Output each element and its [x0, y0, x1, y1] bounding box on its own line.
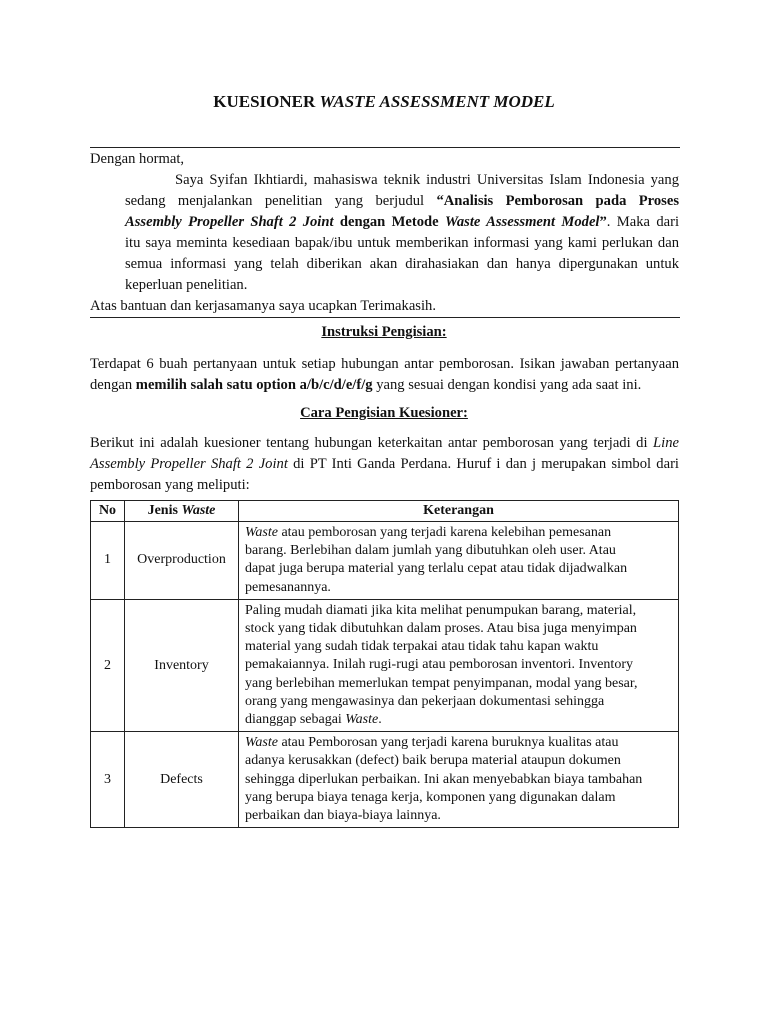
table-header-row — [91, 501, 679, 522]
keterangan-line: adanya kerusakkan (defect) baik berupa material ataupun dokumen — [245, 753, 621, 769]
table-body — [91, 522, 679, 828]
cell-no: 3 — [91, 732, 125, 828]
keterangan-line: Waste atau Pemborosan yang terjadi karena buruknya kualitas atau — [245, 735, 619, 751]
instruksi-line-1: Terdapat 6 buah pertanyaan untuk setiap hubungan antar pemborosan. Isikan jawaban pertanyaan — [90, 356, 679, 372]
title-prefix: KUESIONER — [213, 92, 320, 111]
cell-keterangan — [239, 732, 679, 828]
page-title — [0, 92, 768, 112]
bottom-divider — [90, 317, 680, 318]
top-divider — [90, 147, 680, 148]
intro-line-4: itu saya meminta kesediaan bapak/ibu untuk memberikan informasi yang kami perlukan dan — [125, 235, 679, 251]
cara-heading: Cara Pengisian Kuesioner: — [300, 405, 468, 421]
keterangan-line: barang. Berlebihan dalam jumlah yang dibutuhkan oleh user. Atau — [245, 543, 616, 559]
header-keterangan: Keterangan — [239, 501, 679, 522]
keterangan-line: Paling mudah diamati jika kita melihat penumpukan barang, material, — [245, 602, 637, 618]
keterangan-line: pemesanannya. — [245, 579, 331, 595]
table-row — [91, 522, 679, 600]
cara-line-1: Berikut ini adalah kuesioner tentang hubungan keterkaitan antar pemborosan yang terjadi di Line — [90, 435, 679, 451]
intro-line-5: semua informasi yang telah diberikan akan dirahasiakan dan hanya dipergunakan untuk — [125, 256, 679, 272]
keterangan-line: orang yang mengawasinya dan pekerjaan dokumentasi sehingga — [245, 693, 605, 709]
cara-line-2: Assembly Propeller Shaft 2 Joint di PT Inti Ganda Perdana. Huruf i dan j merupakan simbol dari — [90, 456, 679, 472]
cell-no: 1 — [91, 522, 125, 600]
keterangan-line: sehingga diperlukan perbaikan. Ini akan menyebabkan biaya tambahan — [245, 771, 643, 787]
cell-jenis: Overproduction — [125, 522, 239, 600]
intro-line-3: Assembly Propeller Shaft 2 Joint dengan Metode Waste Assessment Model”. Maka dari — [125, 214, 680, 230]
closing-line: Atas bantuan dan kerjasamanya saya ucapkan Terimakasih. — [90, 298, 436, 314]
cell-jenis: Inventory — [125, 599, 239, 731]
keterangan-line: pemakaiannya. Inilah rugi-rugi atau pemborosan inventori. Inventory — [245, 657, 633, 673]
keterangan-line: yang berlebihan memerlukan tempat penyimpanan, modal yang besar, — [245, 675, 638, 691]
greeting: Dengan hormat, — [90, 151, 185, 167]
header-jenis: Jenis Waste — [125, 501, 239, 522]
table-row — [91, 599, 679, 731]
keterangan-line: perbaikan dan biaya-biaya lainnya. — [245, 808, 441, 824]
keterangan-line: dapat juga berupa material yang terlalu cepat atau tidak dijadwalkan — [245, 561, 628, 577]
keterangan-line: stock yang tidak dibutuhkan dalam proses. Atau bisa juga menyimpan — [245, 621, 637, 637]
intro-line-6: keperluan penelitian. — [125, 277, 248, 293]
cell-jenis: Defects — [125, 732, 239, 828]
intro-line-2: sedang menjalankan penelitian yang berjudul “Analisis Pemborosan pada Proses — [125, 193, 679, 209]
keterangan-line: yang berupa biaya tenaga kerja, komponen yang digunakan dalam — [245, 789, 616, 805]
table-row — [91, 732, 679, 828]
intro-line-1: Saya Syifan Ikhtiardi, mahasiswa teknik industri Universitas Islam Indonesia yang — [175, 172, 679, 188]
cell-no: 2 — [91, 599, 125, 731]
keterangan-line: dianggap sebagai Waste. — [245, 712, 382, 728]
instruksi-heading: Instruksi Pengisian: — [321, 324, 447, 340]
keterangan-line: Waste atau pemborosan yang terjadi karena kelebihan pemesanan — [245, 525, 612, 540]
cara-line-3: pemborosan yang meliputi: — [90, 477, 250, 493]
title-italic: WASTE ASSESSMENT MODEL — [319, 92, 555, 111]
header-no: No — [91, 501, 125, 522]
instruksi-line-2: dengan memilih salah satu option a/b/c/d/e/f/g yang sesuai dengan kondisi yang ada saat ini. — [90, 377, 642, 393]
cell-keterangan — [239, 599, 679, 731]
keterangan-line: material yang sudah tidak terpakai atau tidak tahu kapan waktu — [245, 639, 599, 655]
waste-table — [90, 500, 679, 828]
cell-keterangan — [239, 522, 679, 600]
